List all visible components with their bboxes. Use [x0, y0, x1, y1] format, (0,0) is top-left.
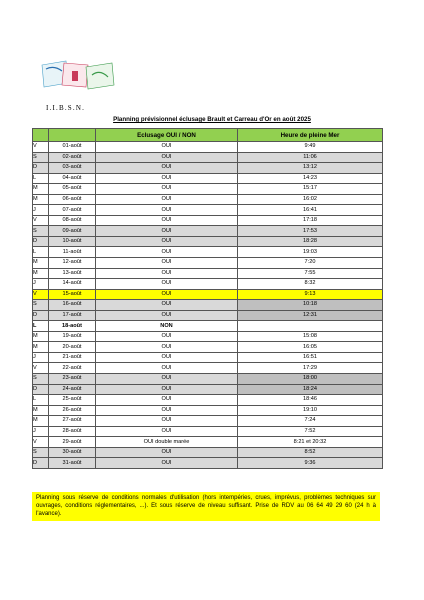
cell-day: S — [33, 447, 49, 458]
cell-status: OUI — [96, 258, 238, 269]
header-status: Eclusage OUI / NON — [96, 129, 238, 142]
cell-date: 17-août — [49, 310, 96, 321]
table-row — [33, 374, 383, 385]
cell-date: 31-août — [49, 458, 96, 469]
cell-day: M — [33, 405, 49, 416]
cell-status: OUI — [96, 447, 238, 458]
cell-date: 24-août — [49, 384, 96, 395]
cell-status: OUI — [96, 426, 238, 437]
cell-day: L — [33, 395, 49, 406]
cell-date: 06-août — [49, 194, 96, 205]
cell-status: OUI — [96, 363, 238, 374]
cell-status: OUI — [96, 331, 238, 342]
cell-tide: 8:52 — [238, 447, 383, 458]
cell-day: L — [33, 321, 49, 332]
cell-date: 18-août — [49, 321, 96, 332]
page-title: Planning prévisionnel éclusage Brault et Carreau d'Or en août 2025 — [113, 116, 311, 123]
cell-status: NON — [96, 321, 238, 332]
cell-tide: 18:28 — [238, 236, 383, 247]
cell-status: OUI — [96, 352, 238, 363]
cell-tide: 18:24 — [238, 384, 383, 395]
cell-date: 22-août — [49, 363, 96, 374]
cell-status: OUI — [96, 395, 238, 406]
table-row — [33, 279, 383, 290]
cell-status: OUI — [96, 374, 238, 385]
cell-tide: 11:06 — [238, 152, 383, 163]
cell-status: OUI — [96, 405, 238, 416]
cell-status: OUI — [96, 342, 238, 353]
cell-tide: 16:02 — [238, 194, 383, 205]
header-tide: Heure de pleine Mer — [238, 129, 383, 142]
cell-status: OUI — [96, 226, 238, 237]
table-row — [33, 405, 383, 416]
table-row — [33, 184, 383, 195]
cell-tide: 19:03 — [238, 247, 383, 258]
cell-date: 16-août — [49, 300, 96, 311]
cell-tide: 17:29 — [238, 363, 383, 374]
header-blank — [33, 129, 49, 142]
table-body — [33, 142, 383, 469]
cell-tide: 10:18 — [238, 300, 383, 311]
table-row — [33, 331, 383, 342]
table-row — [33, 142, 383, 153]
table-row — [33, 384, 383, 395]
header-blank — [49, 129, 96, 142]
table-header-row — [33, 129, 383, 142]
cell-day: V — [33, 289, 49, 300]
cell-day: M — [33, 184, 49, 195]
cell-status: OUI — [96, 236, 238, 247]
cell-day: V — [33, 215, 49, 226]
cell-date: 05-août — [49, 184, 96, 195]
cell-day: M — [33, 268, 49, 279]
cell-date: 11-août — [49, 247, 96, 258]
cell-day: V — [33, 437, 49, 448]
cell-day: M — [33, 194, 49, 205]
cell-day: D — [33, 236, 49, 247]
table-row — [33, 310, 383, 321]
cell-status: OUI — [96, 152, 238, 163]
cell-status: OUI — [96, 163, 238, 174]
cell-status: OUI — [96, 184, 238, 195]
cell-day: L — [33, 173, 49, 184]
cell-tide: 9:13 — [238, 289, 383, 300]
cell-tide: 9:36 — [238, 458, 383, 469]
table-row — [33, 300, 383, 311]
cell-day: S — [33, 374, 49, 385]
cell-day: M — [33, 416, 49, 427]
cell-tide: 14:23 — [238, 173, 383, 184]
table-row — [33, 363, 383, 374]
cell-status: OUI — [96, 416, 238, 427]
cell-tide: 18:00 — [238, 374, 383, 385]
cell-tide — [238, 321, 383, 332]
table-row — [33, 258, 383, 269]
cell-tide: 19:10 — [238, 405, 383, 416]
cell-status: OUI — [96, 194, 238, 205]
cell-date: 20-août — [49, 342, 96, 353]
cell-tide: 7:24 — [238, 416, 383, 427]
cell-day: D — [33, 384, 49, 395]
table-row — [33, 215, 383, 226]
cell-status: OUI — [96, 173, 238, 184]
cell-status: OUI — [96, 268, 238, 279]
cell-tide: 7:20 — [238, 258, 383, 269]
cell-date: 13-août — [49, 268, 96, 279]
table-row — [33, 173, 383, 184]
cell-tide: 17:53 — [238, 226, 383, 237]
cell-tide: 15:08 — [238, 331, 383, 342]
cell-day: S — [33, 300, 49, 311]
cell-day: V — [33, 363, 49, 374]
cell-date: 09-août — [49, 226, 96, 237]
cell-day: D — [33, 458, 49, 469]
table-row — [33, 352, 383, 363]
cell-status: OUI — [96, 215, 238, 226]
cell-tide: 7:55 — [238, 268, 383, 279]
table-row — [33, 205, 383, 216]
schedule-table — [32, 128, 383, 469]
cell-date: 14-août — [49, 279, 96, 290]
cell-tide: 9:49 — [238, 142, 383, 153]
table-row — [33, 447, 383, 458]
cell-status: OUI — [96, 205, 238, 216]
cell-tide: 16:51 — [238, 352, 383, 363]
table-row — [33, 163, 383, 174]
cell-day: S — [33, 226, 49, 237]
flags-logo-icon — [38, 55, 118, 105]
cell-date: 12-août — [49, 258, 96, 269]
logo-text: I.I.B.S.N. — [46, 104, 86, 112]
cell-status: OUI — [96, 458, 238, 469]
cell-date: 08-août — [49, 215, 96, 226]
cell-date: 01-août — [49, 142, 96, 153]
cell-date: 02-août — [49, 152, 96, 163]
table-row — [33, 342, 383, 353]
cell-day: M — [33, 342, 49, 353]
cell-status: OUI — [96, 279, 238, 290]
cell-date: 19-août — [49, 331, 96, 342]
cell-date: 07-août — [49, 205, 96, 216]
cell-status: OUI — [96, 310, 238, 321]
table-row — [33, 268, 383, 279]
cell-day: J — [33, 352, 49, 363]
table-row — [33, 236, 383, 247]
table-row — [33, 458, 383, 469]
cell-status: OUI — [96, 247, 238, 258]
cell-date: 04-août — [49, 173, 96, 184]
cell-tide: 7:52 — [238, 426, 383, 437]
cell-day: J — [33, 426, 49, 437]
logo — [38, 55, 118, 105]
cell-tide: 8:21 et 20:32 — [238, 437, 383, 448]
table-row — [33, 226, 383, 237]
cell-date: 23-août — [49, 374, 96, 385]
cell-date: 27-août — [49, 416, 96, 427]
cell-day: M — [33, 258, 49, 269]
cell-tide: 16:41 — [238, 205, 383, 216]
cell-status: OUI — [96, 384, 238, 395]
cell-tide: 17:18 — [238, 215, 383, 226]
cell-day: D — [33, 163, 49, 174]
cell-day: S — [33, 152, 49, 163]
cell-status: OUI — [96, 142, 238, 153]
cell-status: OUI — [96, 289, 238, 300]
cell-tide: 13:12 — [238, 163, 383, 174]
cell-date: 29-août — [49, 437, 96, 448]
cell-date: 26-août — [49, 405, 96, 416]
footer-note: Planning sous réserve de conditions normales d'utilisation (hors intempéries, crues, imprévus, problèmes techniques sur ouvrages, conditions réglementaires, ...). Et sous réserve de niveau suffisant. Prise de RDV au 06 64 49 29 60 (24 h à l'avance). — [32, 492, 380, 521]
cell-tide: 12:31 — [238, 310, 383, 321]
cell-date: 10-août — [49, 236, 96, 247]
cell-date: 25-août — [49, 395, 96, 406]
table-row — [33, 194, 383, 205]
cell-status: OUI — [96, 300, 238, 311]
table-row — [33, 437, 383, 448]
table-row — [33, 426, 383, 437]
cell-tide: 15:17 — [238, 184, 383, 195]
cell-date: 28-août — [49, 426, 96, 437]
table-row — [33, 289, 383, 300]
table-row — [33, 416, 383, 427]
cell-tide: 16:05 — [238, 342, 383, 353]
cell-tide: 18:46 — [238, 395, 383, 406]
table-row — [33, 395, 383, 406]
cell-day: J — [33, 205, 49, 216]
cell-day: D — [33, 310, 49, 321]
cell-date: 15-août — [49, 289, 96, 300]
cell-date: 03-août — [49, 163, 96, 174]
cell-tide: 8:32 — [238, 279, 383, 290]
table-row — [33, 321, 383, 332]
cell-date: 30-août — [49, 447, 96, 458]
cell-day: M — [33, 331, 49, 342]
cell-date: 21-août — [49, 352, 96, 363]
cell-day: V — [33, 142, 49, 153]
cell-day: L — [33, 247, 49, 258]
cell-status: OUI double marée — [96, 437, 238, 448]
cell-day: J — [33, 279, 49, 290]
table-row — [33, 247, 383, 258]
table-row — [33, 152, 383, 163]
